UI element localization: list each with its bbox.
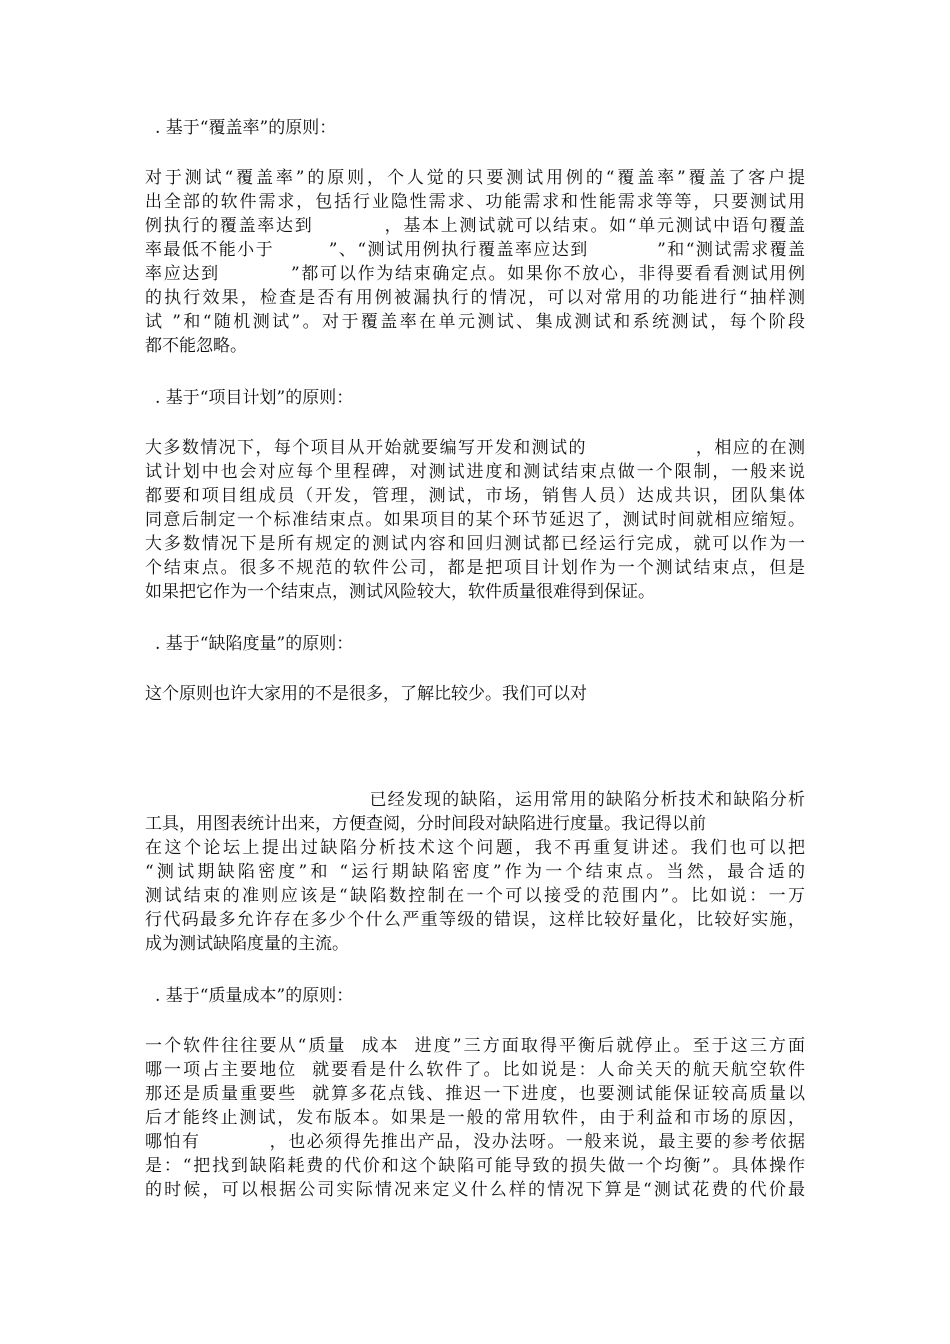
paragraph-line: 测试结束的准则应该是“缺陷数控制在一个可以接受的范围内”。比如说：一万 xyxy=(145,886,805,906)
paragraph-line: “测试期缺陷密度”和 “运行期缺陷密度”作为一个结束点。当然，最合适的 xyxy=(145,862,805,882)
paragraph-line: 试计划中也会对应每个里程碑，对测试进度和测试结束点做一个限制，一般来说 xyxy=(145,462,805,482)
paragraph-line: 成为测试缺陷度量的主流。 xyxy=(145,934,349,954)
section-heading-defect-metrics: . 基于“缺陷度量”的原则： xyxy=(155,634,354,654)
paragraph-line: 率应达到 ”都可以作为结束确定点。如果你不放心，非得要看看测试用例 xyxy=(145,264,805,284)
section-heading-coverage: . 基于“覆盖率”的原则： xyxy=(155,118,337,138)
paragraph-line: 例执行的覆盖率达到 ，基本上测试就可以结束。如“单元测试中语句覆盖 xyxy=(145,216,805,236)
paragraph-line: 率最低不能小于 ”、“测试用例执行覆盖率应达到 ”和“测试需求覆盖 xyxy=(145,240,805,260)
paragraph-line: 同意后制定一个标准结束点。如果项目的某个环节延迟了，测试时间就相应缩短。 xyxy=(145,510,805,530)
paragraph-line: 个结束点。很多不规范的软件公司，都是把项目计划作为一个测试结束点，但是 xyxy=(145,558,805,578)
paragraph-line: 都要和项目组成员（开发，管理，测试，市场，销售人员）达成共识，团队集体 xyxy=(145,486,805,506)
paragraph-line: 是：“把找到缺陷耗费的代价和这个缺陷可能导致的损失做一个均衡”。具体操作 xyxy=(145,1156,805,1176)
paragraph-line: 后才能终止测试，发布版本。如果是一般的常用软件，由于利益和市场的原因， xyxy=(145,1108,805,1128)
paragraph-line: 已经发现的缺陷，运用常用的缺陷分析技术和缺陷分析 xyxy=(145,790,805,810)
paragraph-line: 行代码最多允许存在多少个什么严重等级的错误，这样比较好量化，比较好实施， xyxy=(145,910,805,930)
paragraph-line: 一个软件往往要从“质量 成本 进度”三方面取得平衡后就停止。至于这三方面 xyxy=(145,1036,805,1056)
paragraph-line: 那还是质量重要些 就算多花点钱、推迟一下进度，也要测试能保证较高质量以 xyxy=(145,1084,805,1104)
paragraph-line: 对于测试“覆盖率”的原则，个人觉的只要测试用例的“覆盖率”覆盖了客户提 xyxy=(145,168,805,188)
paragraph-line: 都不能忽略。 xyxy=(145,336,247,356)
paragraph-line: 如果把它作为一个结束点，测试风险较大，软件质量很难得到保证。 xyxy=(145,582,655,602)
paragraph-line: 这个原则也许大家用的不是很多，了解比较少。我们可以对 xyxy=(145,684,587,704)
section-heading-quality-cost: . 基于“质量成本”的原则： xyxy=(155,986,354,1006)
paragraph-line: 试 ”和“随机测试”。对于覆盖率在单元测试、集成测试和系统测试，每个阶段 xyxy=(145,312,805,332)
paragraph-line: 在这个论坛上提出过缺陷分析技术这个问题，我不再重复讲述。我们也可以把 xyxy=(145,838,805,858)
paragraph-line: 出全部的软件需求，包括行业隐性需求、功能需求和性能需求等等，只要测试用 xyxy=(145,192,805,212)
paragraph-line: 大多数情况下，每个项目从开始就要编写开发和测试的 ，相应的在测 xyxy=(145,438,805,458)
paragraph-line: 哪怕有 ，也必须得先推出产品，没办法呀。一般来说，最主要的参考依据 xyxy=(145,1132,805,1152)
paragraph-line: 工具，用图表统计出来，方便查阅，分时间段对缺陷进行度量。我记得以前 xyxy=(145,814,706,834)
paragraph-line: 大多数情况下是所有规定的测试内容和回归测试都已经运行完成，就可以作为一 xyxy=(145,534,805,554)
paragraph-line: 的时候，可以根据公司实际情况来定义什么样的情况下算是“测试花费的代价最 xyxy=(145,1180,805,1200)
paragraph-line: 的执行效果，检查是否有用例被漏执行的情况，可以对常用的功能进行“抽样测 xyxy=(145,288,805,308)
paragraph-line: 哪一项占主要地位 就要看是什么软件了。比如说是：人命关天的航天航空软件 xyxy=(145,1060,805,1080)
section-heading-project-plan: . 基于“项目计划”的原则： xyxy=(155,388,354,408)
